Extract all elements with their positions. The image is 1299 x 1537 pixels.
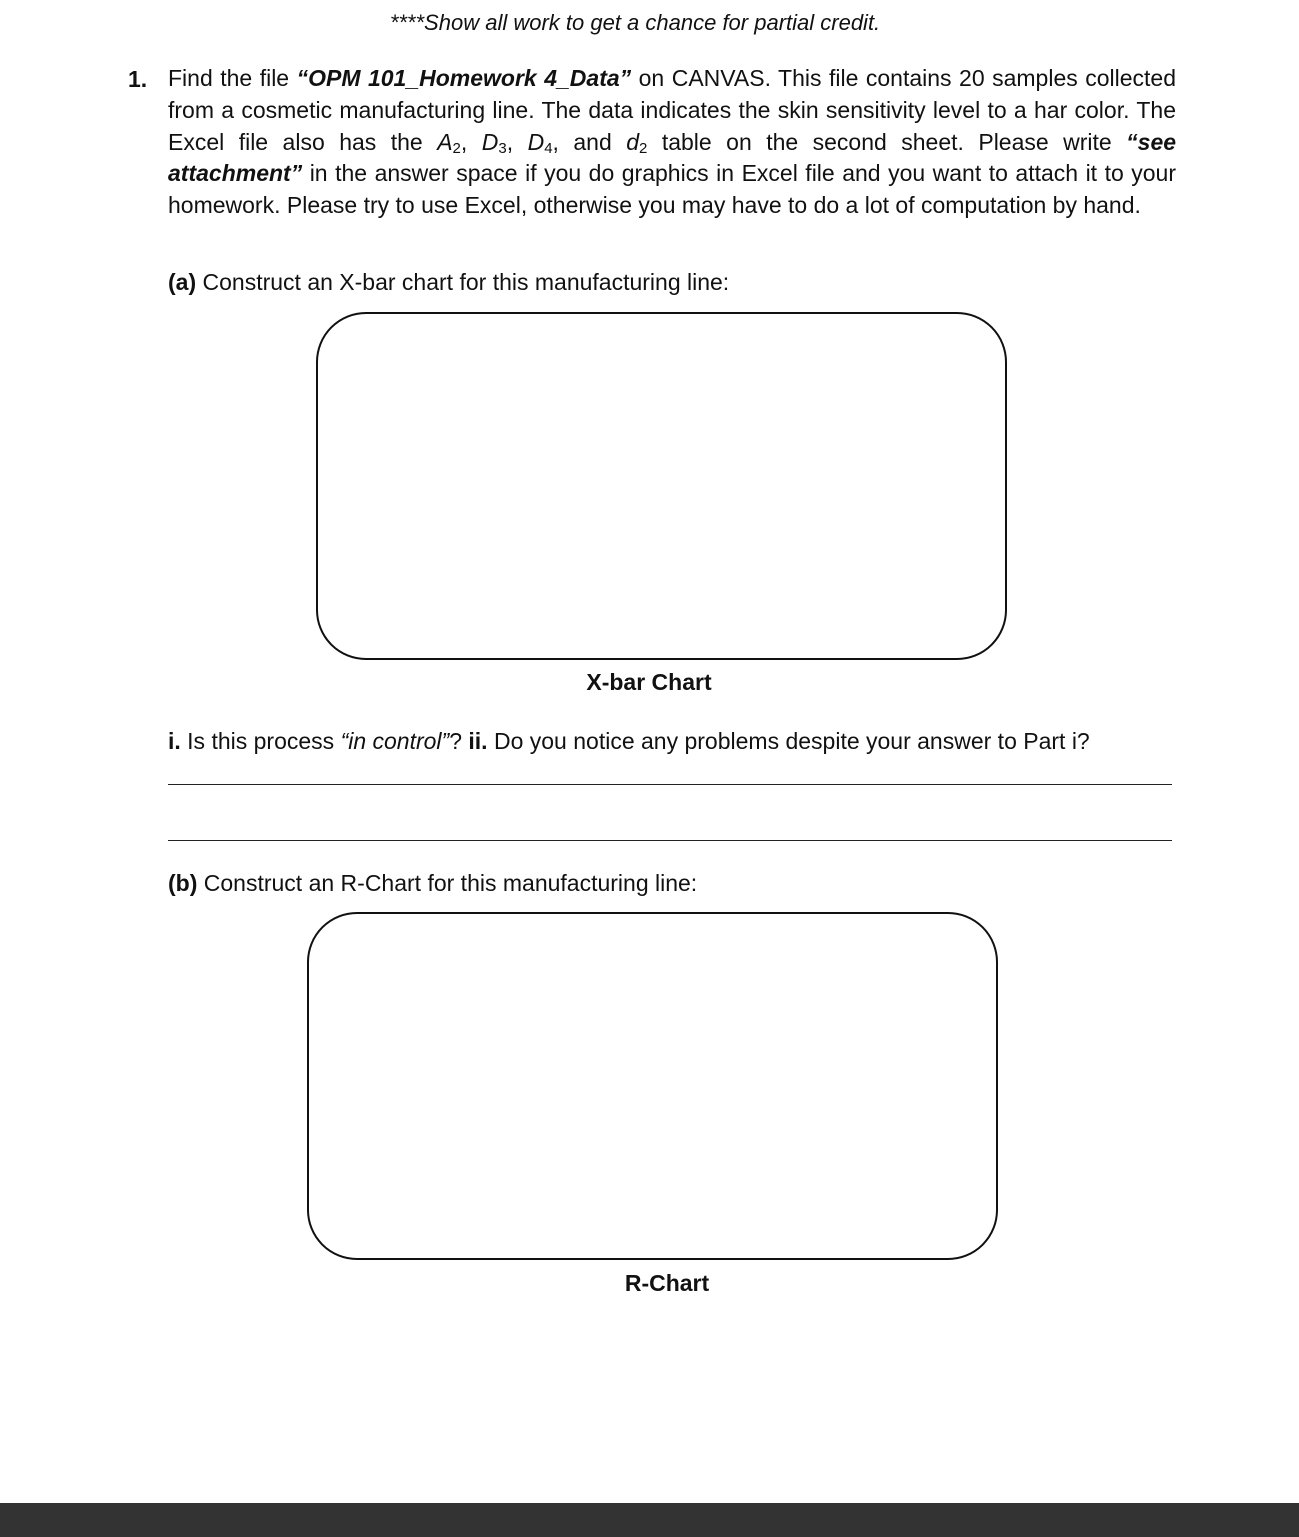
part-b-prompt: (b) Construct an R-Chart for this manufacturing line:	[168, 870, 698, 896]
part-a-prompt: (a) Construct an X-bar chart for this manufacturing line:	[168, 269, 730, 295]
answer-line-1[interactable]	[168, 784, 1172, 785]
footer-bar	[0, 1503, 1299, 1537]
answer-line-2[interactable]	[168, 840, 1172, 841]
question-number: 1.	[128, 66, 148, 92]
file-name: “OPM 101_Homework 4_Data”	[296, 65, 632, 91]
instruction-note: ****Show all work to get a chance for partial credit.	[389, 10, 881, 35]
part-a-followup: i. Is this process “in control”? ii. Do you notice any problems despite your answer to Part i?	[168, 728, 1090, 754]
xbar-chart-caption: X-bar Chart	[586, 669, 712, 695]
r-chart-caption: R-Chart	[624, 1270, 710, 1296]
see-attachment-text: “see attachment”	[168, 128, 1177, 187]
r-chart-answer-box[interactable]	[307, 912, 998, 1260]
xbar-chart-answer-box[interactable]	[316, 312, 1007, 660]
question-text: Find the file “OPM 101_Homework 4_Data” on CANVAS. This file contains 20 samples collected from a cosmetic manufacturing line. The data indicates the skin sensitivity level to a har color. The Excel file also has the $A_2$, $D_3$, $D_4$, and $d_2$ table on the second sheet. Please write “see attachment” in the answer space if you do graphics in Excel file and you want to attach it to your homework. Please try to use Excel, otherwise you may have to do a lot of computation by hand.	[168, 65, 1177, 219]
